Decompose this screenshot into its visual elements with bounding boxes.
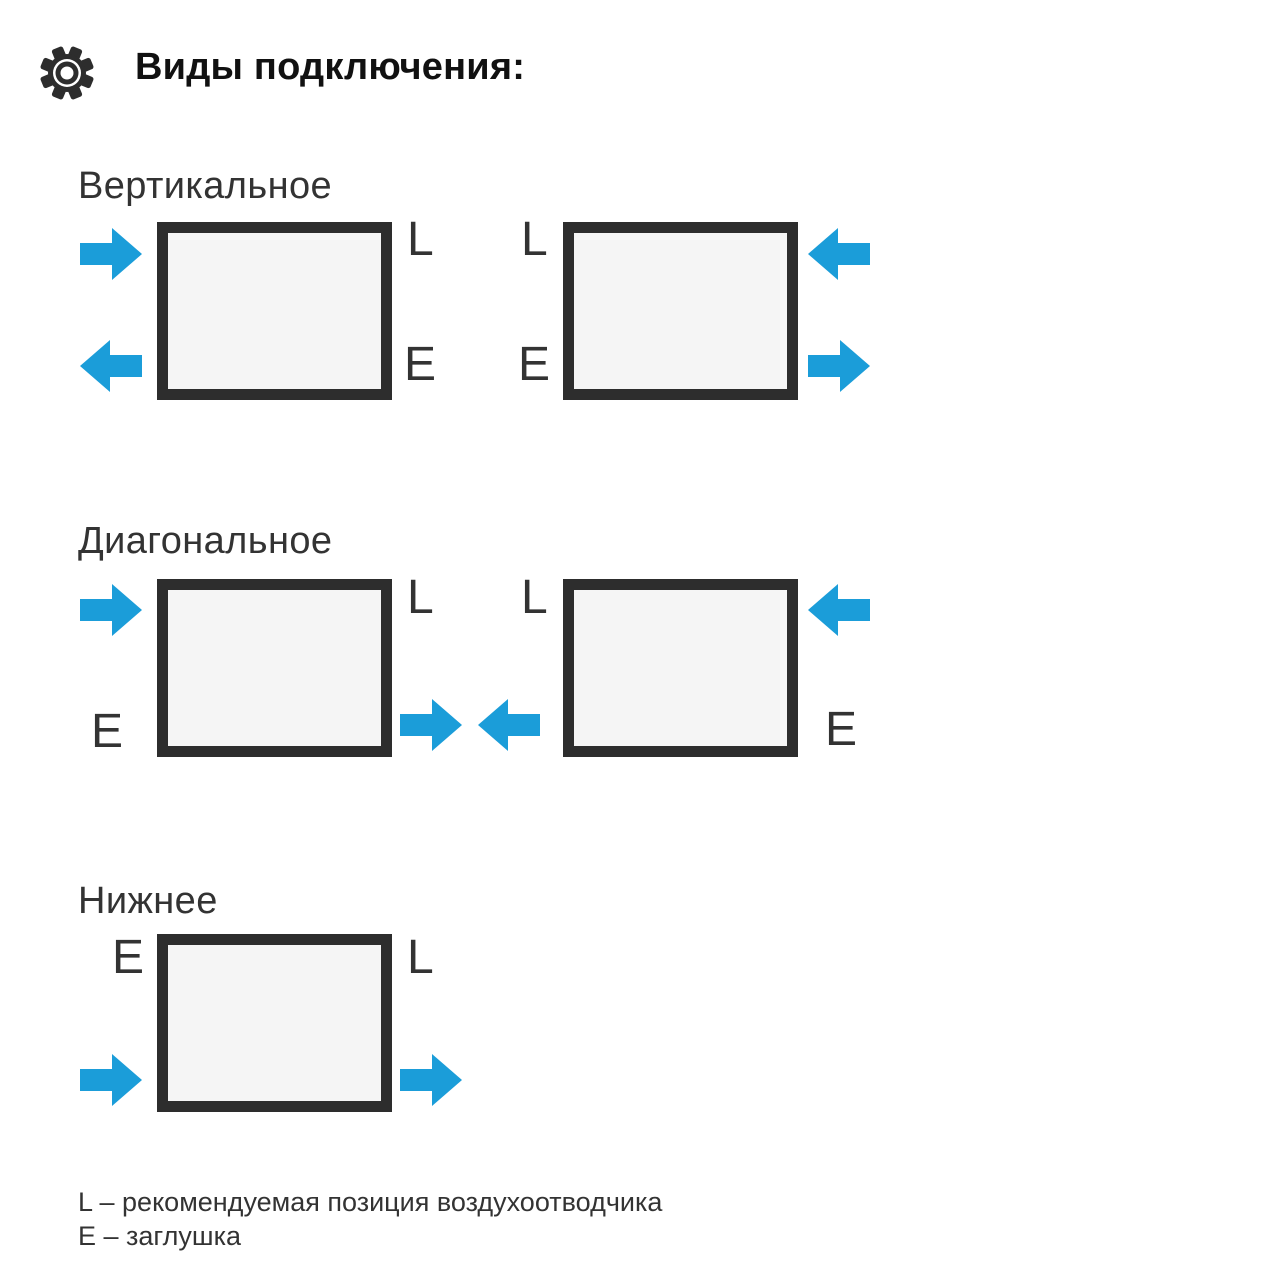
- section-title-vertical: Вертикальное: [78, 165, 333, 207]
- page-title: Виды подключения:: [135, 46, 526, 88]
- section-title-diagonal: Диагональное: [78, 520, 333, 562]
- arrow-right-icon: [80, 584, 142, 636]
- port-label-l: L: [407, 571, 434, 624]
- arrow-left-icon: [80, 340, 142, 392]
- arrow-right-icon: [808, 340, 870, 392]
- port-label-e: E: [404, 338, 437, 391]
- legend-line-l: L – рекомендуемая позиция воздухоотводчика: [78, 1187, 663, 1217]
- port-label-l: L: [407, 931, 434, 984]
- radiator-body: [157, 934, 392, 1112]
- port-label-e: E: [518, 338, 551, 391]
- gear-icon: [38, 44, 96, 102]
- port-label-e: E: [91, 705, 124, 758]
- arrow-right-icon: [400, 1054, 462, 1106]
- radiator-body: [563, 222, 798, 400]
- arrow-left-icon: [808, 584, 870, 636]
- arrow-right-icon: [80, 1054, 142, 1106]
- radiator-body: [563, 579, 798, 757]
- radiator-body: [157, 222, 392, 400]
- arrow-right-icon: [400, 699, 462, 751]
- radiator-body: [157, 579, 392, 757]
- port-label-e: E: [825, 703, 858, 756]
- arrow-left-icon: [478, 699, 540, 751]
- section-title-bottom: Нижнее: [78, 880, 218, 922]
- port-label-l: L: [521, 213, 548, 266]
- port-label-l: L: [407, 213, 434, 266]
- arrow-left-icon: [808, 228, 870, 280]
- arrow-right-icon: [80, 228, 142, 280]
- legend-line-e: E – заглушка: [78, 1221, 242, 1251]
- port-label-l: L: [521, 571, 548, 624]
- port-label-e: E: [112, 931, 145, 984]
